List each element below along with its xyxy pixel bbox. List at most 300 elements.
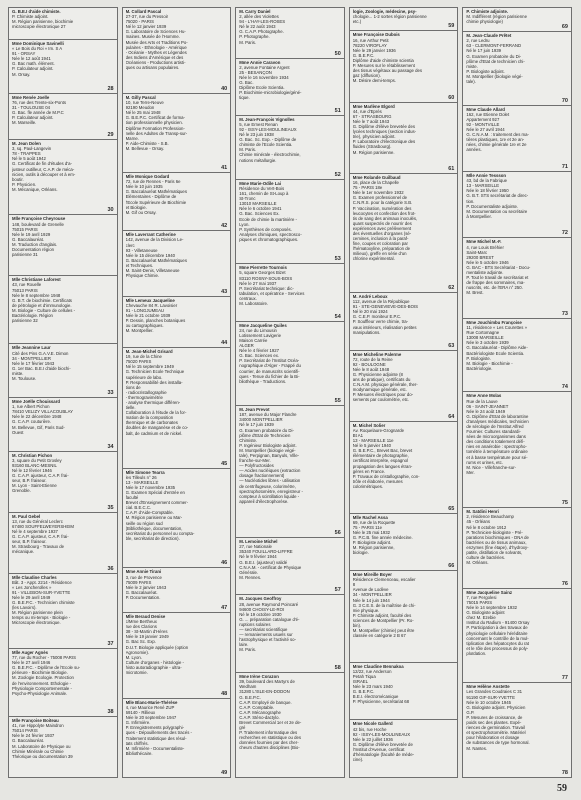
entry-line: tiplication des hépatocytes du rat — [466, 640, 529, 646]
entry-line: M. Région parisienne, biochimie — [12, 19, 74, 25]
entry-line: microscopie électronique 27 — [12, 24, 66, 30]
entry-line: lycées techniques (section indus- — [352, 129, 417, 135]
entry-line: G. B.E.P.C. — [352, 689, 375, 695]
entry-text — [466, 173, 568, 219]
entry-line: 91 - STE-GENEVIEVE-DES-BOIS — [352, 304, 418, 310]
entry-line: P. Enregistrements polygraphi- — [125, 725, 185, 731]
entry-line: Saint-Marc — [466, 249, 488, 255]
entry-text — [126, 95, 228, 151]
entry-line: St-Tronc — [239, 196, 256, 202]
entry-number: 56 — [334, 530, 341, 537]
entry-line: balt, de cadmium et de nickel. — [125, 430, 183, 436]
entry-line: G. Physicienne adjointe (8 — [352, 371, 403, 377]
entry-line: Née le 19 avril 1929 — [12, 231, 51, 237]
entry-line: C.A.P. Sténo-dactylo. — [239, 714, 280, 720]
entry-line: Né le 20 mai 1924 — [352, 309, 388, 315]
entry-line: milieux), greffe en série d'un — [352, 251, 407, 257]
entry-name: Mlle Simone Tearra — [125, 469, 165, 475]
entry-line: 142, avenue de la Division Le- — [125, 237, 184, 243]
entry-line: Bât. 3 - Appt. 2214 - Résidence — [12, 579, 72, 585]
entry-line: M. Région parisienne plein — [12, 610, 63, 616]
entry-line: riences de germination. Travail — [466, 725, 525, 731]
entry-line: 31 - TOULOUSE 04 — [12, 104, 51, 110]
entry-line: Agronomie). — [125, 649, 149, 655]
entry-number: 51 — [334, 107, 341, 114]
entry-line: chlorine expérimental. — [352, 256, 395, 262]
entry-line: « Le Bois du Roi » Im. S A — [12, 46, 63, 52]
entry-line: de frappe des sommaires, ma- — [466, 280, 525, 286]
entry-line: Née le 17 novembre 1935 — [125, 484, 176, 490]
entry-line: tats chiffrés. — [125, 740, 149, 746]
entry-line: Née le 22 décembre 1948 — [12, 414, 62, 420]
entry-text — [12, 345, 114, 381]
entry-text — [353, 294, 455, 335]
entry-line: Elémentaires - Diplôme de — [125, 194, 177, 200]
entry-line: Née le 24 août 1949 — [466, 408, 506, 414]
entry-line: M. Laboratoire de Physique ou — [12, 743, 71, 749]
entry-name: Mme Jacqueline Quiles — [239, 322, 287, 328]
entry-line: gères en France. — [352, 468, 386, 474]
column-3 — [235, 8, 345, 778]
entry-text — [239, 265, 341, 306]
entry-line: mie physique. — [352, 607, 380, 613]
entry-line: mation de la composition — [125, 415, 174, 421]
entry-line: Microscopie électronique. — [12, 620, 61, 626]
entry-line: Né le 5 août 1942 — [12, 156, 46, 162]
entry-line: Née le 29 avril 1949 — [12, 594, 51, 600]
entry-line: 2, résidence Beauchamp — [466, 514, 514, 520]
entry-line: P. Travaux de cristallographie, con- — [352, 473, 420, 479]
entry-line: G. B.T. de biochimie. Certificats — [12, 297, 72, 303]
entry-text — [12, 216, 114, 257]
entry-line: Née le 10 octobre 1945 — [466, 699, 512, 705]
entry-number: 62 — [448, 284, 455, 291]
entry-line: G. Bac Sc. Exp. — [125, 639, 156, 645]
entry-name: Mlle Beraud Denise — [125, 613, 166, 619]
entry-box — [8, 512, 118, 574]
entry-text — [353, 352, 455, 403]
entry-line: 12/22, rue Anderson — [352, 668, 392, 674]
entry-line: G. B.E.I. (ajusteur) validé — [239, 559, 288, 565]
entry-line: trie), physicien adjoint. — [352, 134, 396, 140]
entry-line: chimie physiologie) — [466, 19, 503, 25]
entry-line: Marne. — [125, 135, 139, 141]
entry-line: 91 - ORSAY — [12, 51, 36, 57]
entry-line: M. Mécanique, Orléans. — [12, 186, 58, 192]
entry-line: tion professionnelle physicien. — [125, 120, 183, 126]
entry-line: doubles de manganèse et de co- — [125, 425, 189, 431]
entry-line: rue des Clarions — [125, 624, 157, 630]
entry-line: 91 - VILLEBON-SUR-YVETTE — [12, 589, 71, 595]
entry-line: G.P. — [466, 709, 475, 715]
entry-text — [126, 569, 228, 600]
entry-line: miste. — [466, 63, 478, 69]
entry-line: P. Ingénieur Biologiste adjoint. — [239, 442, 297, 448]
entry-text — [239, 117, 341, 163]
entry-line: 34 - MONTPELLIER — [12, 355, 51, 361]
entry-line: Chimiste. — [239, 437, 258, 443]
entry-box — [235, 179, 345, 264]
entry-text — [239, 323, 341, 384]
entry-line: - radiocristallographie — [125, 389, 167, 395]
entry-line: Chimie minérale - électrochimie, — [239, 152, 301, 158]
entry-text — [239, 60, 341, 101]
column-4 — [349, 8, 459, 778]
entry-line: et Techniques. — [125, 262, 154, 268]
entry-line: Bibliothécaire. — [125, 750, 153, 756]
entry-box — [349, 719, 459, 778]
entry-line: périeure - Biochimie Biologie. — [12, 670, 68, 676]
entry-line: l'Institut d'Avenue, certificat — [352, 746, 405, 752]
entry-box — [462, 31, 572, 105]
entry-line: G. Bac. Sc. Exp. - Diplôme de — [239, 137, 297, 143]
entry-line: M. Montpellier (chimie) peut être — [352, 628, 415, 634]
entry-line: M. Orsay. — [12, 71, 31, 77]
entry-line: G. Examen probatoire du Di- — [239, 427, 294, 433]
entry-line: 35340 FOUILLARD-LIFFRE — [239, 549, 293, 555]
entry-line: G. C.A.P. couturière. — [12, 419, 52, 425]
entry-line: parisienne 31 — [12, 252, 38, 258]
entry-line: données fournies par des cher- — [239, 740, 299, 746]
entry-line: Petah Tiqua — [352, 674, 376, 679]
entry-line: l'hématoxyline, préparation de — [352, 246, 410, 252]
entry-box — [235, 115, 345, 180]
entry-line: ans de pratique), certificats du — [352, 377, 411, 383]
entry-line: M. Indifférent (région parisienne — [466, 14, 527, 20]
entry-line: de centrifugeuse, colorimètre, — [239, 483, 296, 489]
entry-line: P. Secrétariat technique: dic- — [239, 285, 294, 291]
entry-line: Né le 9 février 1944 — [239, 554, 277, 560]
entry-line: nées, chimie générale 1re et 2e — [466, 142, 527, 148]
entry-line: ques ou artisans populaires. — [125, 65, 180, 71]
entry-line: 39, boulevard des Martyrs de — [239, 679, 295, 685]
entry-line: C.A.P. Comptable. — [239, 704, 275, 710]
entry-line: 162, rue Etienne Dolet — [466, 111, 510, 117]
entry-line: pulaires - Ethnologie - Amérique — [125, 44, 187, 50]
entry-line: d'hématologie (faculté de méde- — [352, 751, 415, 757]
entry-line: — Acides nucléiques (extraction — [239, 468, 301, 474]
entry-box — [8, 214, 118, 276]
entry-line: dosage fractionnement) — [239, 473, 285, 479]
entry-line: 27, rue Nationale — [239, 544, 272, 550]
entry-line: Lyon. — [239, 221, 250, 227]
entry-line: Lotissement Lavigerie — [239, 332, 281, 338]
entry-name: M. Michel Solier — [352, 422, 386, 428]
entry-line: Née le 7 août 1943 — [352, 118, 390, 124]
entry-line: 28, avenue Raymond Poincaré — [239, 601, 299, 607]
entry-line: P. Biologiste adjoint. — [352, 539, 392, 545]
entry-line: 4, rue Louis Bréhier — [466, 244, 504, 250]
entry-line: 8 — [352, 582, 356, 588]
entry-line: Bactériologie. Région — [12, 312, 53, 318]
entry-line: nelle des Adultes de Transp-sur- — [125, 130, 188, 136]
entry-line: ques - Tenue du fichier de la Bi- — [239, 373, 300, 379]
entry-line: gré — [239, 725, 246, 731]
entry-box — [8, 275, 118, 344]
entry-line: Né le 8 octobre 1912 — [466, 524, 507, 530]
entry-line: — Polyfructosides — [239, 463, 274, 469]
entry-number: 43 — [221, 288, 228, 295]
entry-line: G. 3 C.E.S. de la maîtrise de chi- — [352, 602, 416, 608]
entry-line: biologie. — [352, 550, 369, 556]
entry-line: P. Biologiste. — [466, 355, 491, 361]
entry-line: 75014 PARIS — [12, 728, 38, 734]
entry-line: plôme d'Etat de technicien chi- — [466, 58, 525, 64]
entry-box — [235, 58, 345, 116]
entry-line: Appartement 927 — [466, 116, 500, 122]
entry-line: physiologie cellulaire héréditaire — [466, 630, 528, 636]
entry-name: M. Christian Pichon — [12, 452, 53, 458]
entry-line: P. Biologiste adjoint. — [466, 68, 505, 74]
entry-line: Né le 17 juin 1939 — [239, 422, 274, 428]
entry-line: 69, rue de la Roquette — [352, 519, 396, 525]
entry-line: P. Responsabilité des installa- — [125, 379, 183, 385]
entry-line: M. Marseille. — [12, 120, 37, 126]
entry-line: 67 - STRASBOURG — [352, 113, 392, 119]
entry-number: 30 — [107, 207, 114, 214]
entry-line: ploïdation. — [466, 650, 487, 656]
entry-line: Née le 14 septembre 1932 — [466, 605, 518, 611]
entry-line: M. Bellevue, Gif, Paris Sud- — [12, 424, 65, 430]
entry-line: C.A.P. Employé de banque. — [239, 699, 292, 705]
entry-box — [349, 173, 459, 293]
entry-text — [12, 718, 114, 759]
entry-text — [353, 104, 455, 155]
entry-line: G. 1er Bac. B.E.I d'aide biochi- — [12, 365, 71, 371]
entry-line: 92190 Meudon — [125, 105, 155, 111]
entry-text — [12, 514, 114, 555]
entry-line: bliothèque - Traductions. — [239, 378, 287, 384]
entry-text — [12, 277, 114, 323]
entry-line: Brevet d'Enseignement commer- — [125, 500, 189, 506]
entry-line: rums et urines, etc. — [466, 459, 503, 465]
entry-line: 13010 MARSEILLE — [239, 201, 277, 207]
entry-number: 59 — [448, 23, 455, 30]
entry-line: M. Lyon. — [125, 654, 142, 660]
entry-line: M. Saint-Denis, Villetaneuse — [125, 268, 180, 274]
entry-line: G. Bac. Sciences ex. — [239, 353, 280, 359]
entry-line: 13008 MARSEILLE — [466, 335, 504, 341]
entry-line: 94 - L'HAY-LES-ROSES — [239, 19, 286, 25]
entry-line: Rue Cortomagne — [466, 330, 500, 336]
entry-line: Maison Carrée — [239, 337, 268, 343]
entry-line: tion. — [466, 198, 475, 204]
entry-line: Diplôme Formation Profession- — [125, 125, 185, 131]
entry-line: Chevauche 84 R. Lavoisier — [125, 302, 178, 308]
entry-line: 27-37, rue du Pressoir — [125, 14, 169, 20]
entry-line: 91190 GIF-SUR-YVETTE — [466, 694, 516, 700]
entry-line: M. Laboratoire. — [239, 301, 269, 307]
entry-line: miste. — [12, 370, 24, 376]
entry-line: M. Traduction d'anglais. — [12, 241, 58, 247]
entry-line: expériences avec prélèvement — [352, 225, 412, 231]
entry-line: Née le 22 juillet 1936 — [352, 736, 393, 742]
entry-line: — Nucléotides libres - utilisation — [239, 478, 301, 484]
entry-line: 34 - MONTPELLIER — [352, 592, 392, 598]
entry-line: P. Calculateur adjoint. — [12, 114, 54, 120]
entry-line: propagation des langues étran- — [352, 463, 413, 469]
entry-line: M. Orléans. — [466, 560, 489, 566]
entry-name: Mme Hélène Anstette — [466, 684, 510, 690]
entry-text — [126, 298, 228, 334]
entry-line: G. Diplôme d'Etat de laborantine — [466, 413, 529, 419]
entry-line: G. C.A.P. ajusteur, C.A.P. frai- — [12, 473, 69, 479]
entry-line: Grenoble. — [12, 488, 31, 494]
entry-box — [235, 537, 345, 595]
entry-line: G. Technicien Ecole Technique — [125, 369, 185, 375]
entry-number: 66 — [448, 563, 455, 570]
entry-line: Née le 2 janvier 1943 — [125, 584, 167, 590]
entry-line: 75020 - PARIS — [125, 19, 154, 25]
entry-box — [235, 594, 345, 673]
entry-line: bin). — [352, 623, 362, 629]
entry-box — [122, 698, 232, 778]
entry-line: G. Baccalauréat - Diplôme Aide- — [466, 345, 528, 351]
entry-line: tions de — [125, 384, 141, 390]
entry-line: G. C.A.P. ajusteur, C.A.P. frai- — [12, 534, 69, 540]
entry-line: tique. — [239, 95, 250, 101]
entry-line: Née le 3 octobre 1939 — [466, 340, 509, 346]
entry-line: 25 - BESANÇON — [239, 69, 272, 75]
entry-line: 77, rue du Rocher - 75008 PARIS — [12, 655, 76, 661]
entry-text — [12, 575, 114, 626]
entry-line: G. B.E.P.C. Certificat de forma- — [125, 115, 185, 121]
entry-line: chimiste de l'Ecole Scientia. — [239, 142, 293, 148]
entry-line: temps ou mi-temps - Biologie - — [12, 615, 71, 621]
entry-line: des conditions totalement défi- — [466, 439, 525, 445]
entry-line: 75009 PARIS — [125, 579, 152, 585]
entry-line: Ouest — [12, 429, 24, 435]
entry-line: Physiologie Comportementale - — [12, 685, 72, 691]
entry-line: 83110 ROSNY-SOUS-BOIS — [239, 275, 293, 281]
entry-line: — remaniements usuels sur — [239, 632, 293, 638]
entry-line: sements par coulométrie, etc. — [352, 397, 410, 403]
entry-line: Née le 10 juin 1935 — [125, 184, 163, 190]
entry-line: Documentation région — [12, 246, 55, 252]
entry-line: mentaliste adjointe. — [466, 270, 504, 276]
entry-text — [126, 232, 228, 278]
entry-name: Mme Annie Tirani — [125, 569, 162, 575]
entry-line: 92 - ISSY-LES-MOULINEAUX — [352, 731, 411, 737]
entry-line: Né le 12 janvier 1939 — [125, 24, 167, 30]
entry-name: Mlle Monique Godard — [125, 174, 170, 180]
entry-line: tielle. — [125, 405, 136, 411]
entry-line: 161, chemin de St-Loup à — [239, 191, 289, 197]
entry-name: Mlle Lemeux Jacqueline — [125, 297, 175, 303]
entry-line: clerc — [125, 242, 135, 248]
entry-line: Institut du Radium - 91400 Orsay — [466, 620, 530, 626]
entry-name: Mme Rolande Guilbaud — [352, 174, 401, 180]
entry-line: M. Rennes. — [239, 574, 262, 580]
entry-line: 91 - LONGJUMEAU — [125, 307, 165, 313]
entry-text — [239, 181, 341, 242]
entry-line: P. Chimiste adjoint, faculté des — [352, 612, 412, 618]
entry-line: M. Paris. — [239, 647, 257, 653]
entry-line: certificat interprète, espagnol — [352, 458, 408, 464]
entry-box — [122, 172, 232, 231]
entry-line: Fournier. Cultures standardi- — [466, 429, 521, 435]
entry-line: Née le 15 décembre 1940 — [125, 252, 176, 258]
entry-line: seille ou région sud — [125, 520, 163, 526]
entry-line: M. Infirmière - Documentaliste- — [125, 745, 185, 751]
entry-line: manipulations. — [352, 329, 381, 335]
entry-line: M. Paris. — [239, 147, 257, 153]
entry-box — [462, 171, 572, 238]
entry-box — [122, 230, 232, 296]
entry-line: cheurs d'autres disciplines (Bio- — [239, 745, 300, 751]
entry-line: tale). — [466, 78, 476, 84]
entry-name: M. Jean Prevot — [239, 407, 270, 413]
entry-line: Né le 23 juin 1938 — [239, 132, 274, 138]
entry-box — [122, 612, 232, 699]
entry-line: M. Lyon - Saint-Etienne — [12, 483, 57, 489]
entry-line: chez M. Ezebie — [466, 615, 496, 621]
entry-number: 40 — [221, 85, 228, 92]
entry-name: Mlle Françoise Cheyrouse — [12, 216, 66, 222]
entry-text — [466, 9, 568, 24]
entry-line: 2, rue Ledru — [466, 38, 490, 44]
entry-line: - analyse thermique différen- — [125, 399, 181, 405]
entry-line: Né le 4 septembre 1937 — [12, 528, 58, 534]
entry-number: 61 — [448, 165, 455, 172]
entry-line: G. P.C.B. fine année médecine. — [352, 534, 413, 540]
entry-line: mécanique. — [12, 549, 35, 555]
entry-name: Mlle Jeannine Laur — [12, 345, 51, 351]
entry-line: de l'environnement. Ethologie - — [12, 680, 72, 686]
entry-line: 44, rue d'Eprès — [352, 108, 382, 114]
entry-line: P. Tout le travail de secrétariat et — [466, 275, 529, 281]
entry-line: 75020 PARIS — [125, 359, 152, 365]
entry-line: 16, place de la Chapelle — [352, 180, 399, 186]
entry-line: G. C.E.P. moniteur E.P.C. — [352, 314, 402, 320]
entry-name: Mme Joëlle Chouissard — [12, 399, 60, 405]
entry-name: Mme Françoise Dubois — [352, 32, 400, 38]
entry-line: gaz (diffusion). — [352, 73, 381, 79]
entry-line: centraux. — [239, 295, 257, 301]
entry-line: 75015 PARIS — [12, 226, 38, 232]
entry-text — [353, 515, 455, 556]
entry-box — [8, 7, 118, 40]
entry-line: Née le 12 août 1941 — [12, 56, 51, 62]
entry-line: Née le 27 avril 1944 — [466, 126, 505, 132]
entry-line: Les Grandes Coudraies C 31 — [466, 689, 523, 695]
entry-name: Mme Mireille Boyer — [352, 572, 392, 578]
entry-line: P. Dessin, planches botaniques — [125, 318, 186, 324]
entry-number: 36 — [107, 565, 114, 572]
entry-line: G. Laboratoire de Sciences Hu- — [125, 29, 186, 35]
entry-name: Mme Dominique Savinelli — [12, 40, 64, 46]
entry-line: seur, B.P. fraiseur. — [12, 478, 47, 484]
entry-box — [349, 350, 459, 422]
entry-box — [122, 567, 232, 613]
entry-text — [239, 9, 341, 45]
entry-line: 75 - PARIS 18e — [352, 185, 383, 191]
entry-line: C.N.A.M. - certificat de Physique — [239, 564, 302, 570]
entry-line: G. Bac math. élément. — [12, 61, 55, 67]
entry-line: 31280 L'ISLE-EN-DODON — [239, 689, 290, 695]
entry-line: Née le 20 septembre 1947 — [125, 715, 177, 721]
entry-line: compteur à scintillation liquide - — [239, 493, 300, 499]
entry-line: Wedham — [239, 684, 257, 690]
entry-line: cial. B.E.C.C. — [125, 505, 152, 511]
entry-line: G. Examen Spécial d'entrée en — [125, 489, 185, 495]
entry-line: 69140 - Rillieux — [125, 710, 156, 716]
entry-line: M. Montpellier (biologie végé- — [466, 73, 523, 79]
entry-text — [12, 141, 114, 192]
entry-line: G. Examen probatoire du Di- — [466, 53, 522, 59]
entry-line: Musée des Arts et Traditions Po- — [125, 39, 188, 45]
entry-line: Collaboration à l'étude de la for- — [125, 410, 187, 416]
